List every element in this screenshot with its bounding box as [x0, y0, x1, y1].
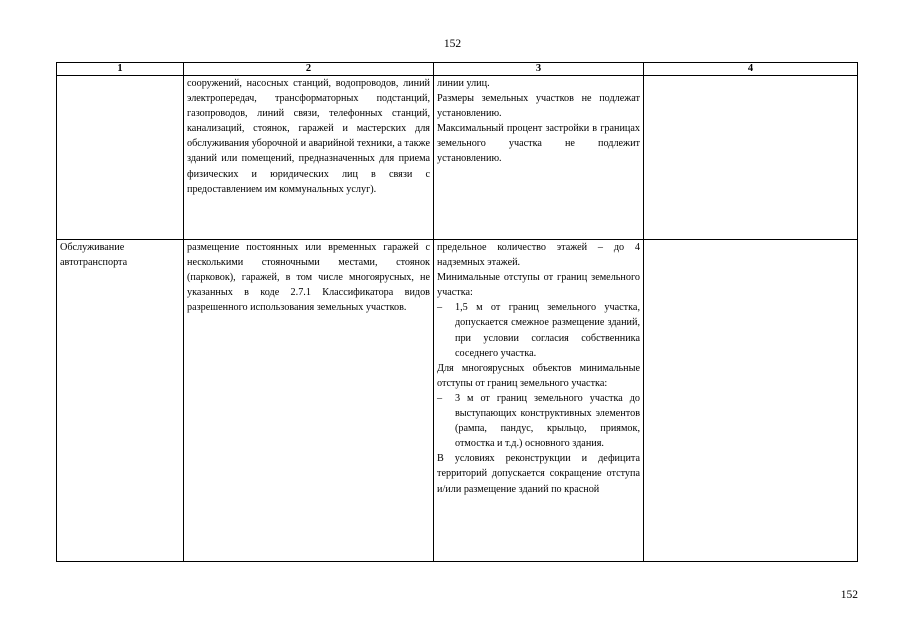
row1-param-line-3: Максимальный процент застройки в границах земельного участка не подлежит установлению. [437, 123, 640, 165]
row1-param-line-2: Размеры земельных участков не подлежат установлению. [437, 93, 640, 120]
row2-setback-item-2: – 3 м от границ земельного участка до выступающих конструктивных элементов (рампа, пандус, крыльцо, приямок, отмостка и т.д.) основного здания. [437, 391, 640, 451]
row2-setback-item-1: – 1,5 м от границ земельного участка, допускается смежное размещение зданий, при условии согласия собственника соседнего участка. [437, 300, 640, 360]
header-col-4: 4 [644, 63, 858, 76]
table-header-row [57, 63, 858, 76]
row1-parameters-cell [434, 76, 644, 240]
row1-col1-cell [57, 76, 184, 240]
land-use-table [56, 62, 858, 562]
row2-use-type-text: Обслуживание автотранспорта [60, 242, 128, 269]
row1-param-line-1: линии улиц. [437, 78, 490, 89]
row2-param-setbacks-title: Минимальные отступы от границ земельного участка: [437, 272, 640, 299]
page-number-bottom: 152 [840, 589, 858, 601]
row2-col4-cell [644, 240, 858, 562]
row2-param-reconstruction: В условиях реконструкции и дефицита территорий допускается сокращение отступа и/или размещение зданий по красной [437, 453, 640, 495]
row2-setbacks-list [437, 300, 640, 360]
row1-description-cell [184, 76, 434, 240]
row2-description-cell [184, 240, 434, 562]
page-number-top: 152 [443, 38, 462, 50]
header-col-1: 1 [57, 63, 184, 76]
row2-multilevel-list [437, 391, 640, 451]
header-col-2: 2 [184, 63, 434, 76]
table-row [57, 76, 858, 240]
row1-col4-cell [644, 76, 858, 240]
table-row [57, 240, 858, 562]
row1-description-text: сооружений, насосных станций, водопроводов, линий электропередач, трансформаторных подстанций, газопроводов, линий связи, телефонных станций, канализаций, стоянок, гаражей и мастерских для обслуживания уборочной и аварийной техники, а также зданий или помещений, предназначенных для приема физических и юридических лиц в связи с предоставлением им коммунальных услуг). [187, 78, 430, 195]
row2-parameters-cell [434, 240, 644, 562]
header-col-3: 3 [434, 63, 644, 76]
row2-param-multilevel-title: Для многоярусных объектов минимальные отступы от границ земельного участка: [437, 362, 640, 389]
row2-param-floors: предельное количество этажей – до 4 надземных этажей. [437, 242, 640, 269]
row2-description-text: размещение постоянных или временных гаражей с несколькими стояночными местами, стоянок (парковок), гаражей, в том числе многоярусных, не указанных в коде 2.7.1 Классификатора видов разрешенного использования земельных участков. [187, 242, 430, 314]
row2-use-type-cell [57, 240, 184, 562]
